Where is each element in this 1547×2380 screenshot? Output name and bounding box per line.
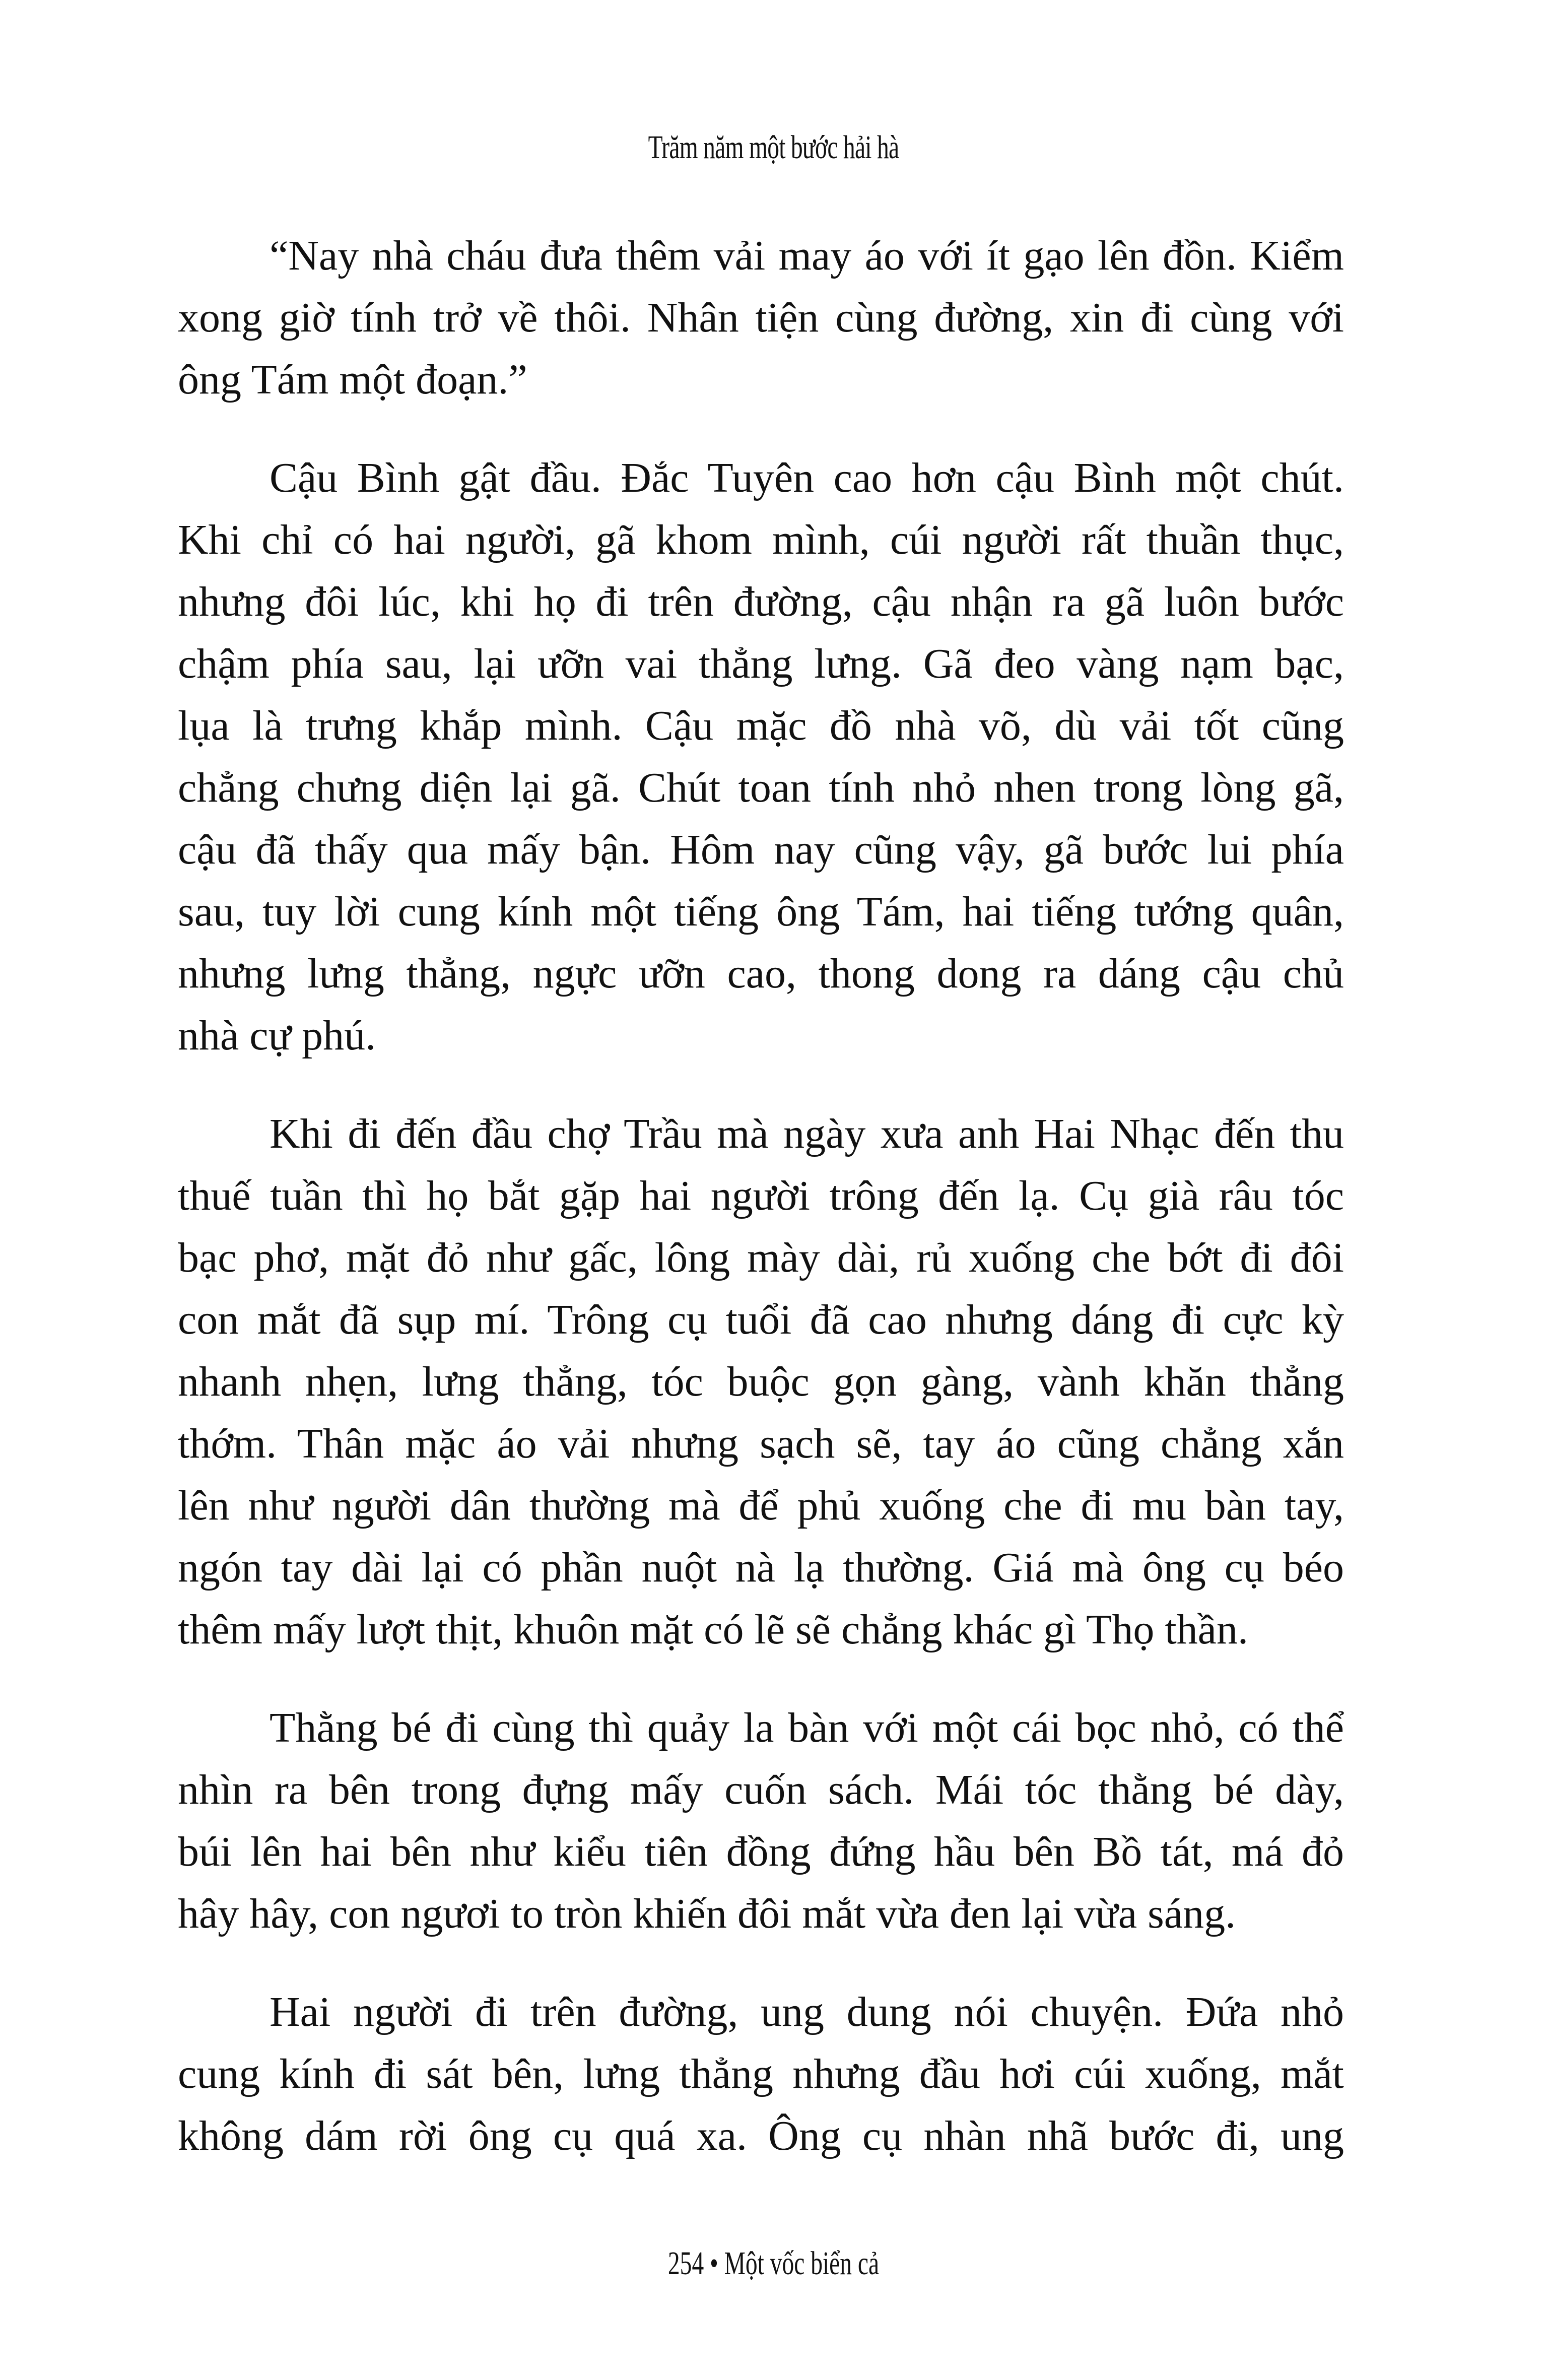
text-line: không dám rời ông cụ quá xa. Ông cụ nhàn nhã bước đi, ung (178, 2112, 1344, 2159)
body-text (178, 225, 1344, 2203)
text-line: lụa là trưng khắp mình. Cậu mặc đồ nhà võ, dù vải tốt cũng (178, 702, 1344, 749)
text-line: cung kính đi sát bên, lưng thẳng nhưng đầu hơi cúi xuống, mắt (178, 2051, 1344, 2097)
paragraph (178, 1981, 1344, 2167)
text-line: nhưng lưng thẳng, ngực ưỡn cao, thong dong ra dáng cậu chủ (178, 950, 1344, 997)
text-line: Khi đi đến đầu chợ Trầu mà ngày xưa anh Hai Nhạc đến thu (270, 1110, 1344, 1157)
page-footer (217, 2244, 1330, 2283)
text-line: hây hây, con ngươi to tròn khiến đôi mắt vừa đen lại vừa sáng. (178, 1890, 1236, 1937)
text-line: nhà cự phú. (178, 1012, 376, 1059)
text-line: ông Tám một đoạn.” (178, 356, 527, 403)
text-line: sau, tuy lời cung kính một tiếng ông Tám, hai tiếng tướng quân, (178, 888, 1344, 935)
page-number: 254 (667, 2245, 704, 2282)
paragraph (178, 1103, 1344, 1661)
text-line: Khi chỉ có hai người, gã khom mình, cúi người rất thuần thục, (178, 516, 1344, 563)
text-line: xong giờ tính trở về thôi. Nhân tiện cùng đường, xin đi cùng với (178, 294, 1344, 341)
text-line: bạc phơ, mặt đỏ như gấc, lông mày dài, rủ xuống che bớt đi đôi (178, 1234, 1344, 1281)
text-line: búi lên hai bên như kiểu tiên đồng đứng hầu bên Bồ tát, má đỏ (178, 1828, 1344, 1875)
text-line: cậu đã thấy qua mấy bận. Hôm nay cũng vậy, gã bước lui phía (178, 826, 1344, 873)
text-line: chậm phía sau, lại ưỡn vai thẳng lưng. Gã đeo vàng nạm bạc, (178, 640, 1344, 687)
text-line: nhìn ra bên trong đựng mấy cuốn sách. Mái tóc thằng bé dày, (178, 1766, 1344, 1813)
text-line: Hai người đi trên đường, ung dung nói chuyện. Đứa nhỏ (270, 1989, 1344, 2035)
text-line: chẳng chưng diện lại gã. Chút toan tính nhỏ nhen trong lòng gã, (178, 764, 1344, 811)
paragraph (178, 447, 1344, 1067)
paragraph (178, 225, 1344, 411)
paragraph (178, 1697, 1344, 1945)
text-line: thêm mấy lượt thịt, khuôn mặt có lẽ sẽ chẳng khác gì Thọ thần. (178, 1606, 1248, 1653)
text-line: nhưng đôi lúc, khi họ đi trên đường, cậu nhận ra gã luôn bước (178, 578, 1344, 625)
text-line: lên như người dân thường mà để phủ xuống che đi mu bàn tay, (178, 1482, 1344, 1529)
text-line: Cậu Bình gật đầu. Đắc Tuyên cao hơn cậu Bình một chút. (270, 454, 1344, 501)
text-line: ngón tay dài lại có phần nuột nà lạ thường. Giá mà ông cụ béo (178, 1544, 1344, 1591)
text-line: “Nay nhà cháu đưa thêm vải may áo với ít gạo lên đồn. Kiểm (270, 232, 1344, 279)
text-line: thớm. Thân mặc áo vải nhưng sạch sẽ, tay áo cũng chẳng xắn (178, 1420, 1344, 1467)
text-line: thuế tuần thì họ bắt gặp hai người trông đến lạ. Cụ già râu tóc (178, 1172, 1344, 1219)
text-line: Thằng bé đi cùng thì quảy la bàn với một cái bọc nhỏ, có thể (270, 1704, 1344, 1751)
text-line: nhanh nhẹn, lưng thẳng, tóc buộc gọn gàng, vành khăn thẳng (178, 1358, 1344, 1405)
footer-separator: • (710, 2245, 718, 2282)
book-title: Một vốc biển cả (724, 2245, 880, 2282)
running-head-title: Trăm năm một bước hải hà (648, 129, 899, 166)
text-line: con mắt đã sụp mí. Trông cụ tuổi đã cao nhưng dáng đi cực kỳ (178, 1296, 1344, 1343)
